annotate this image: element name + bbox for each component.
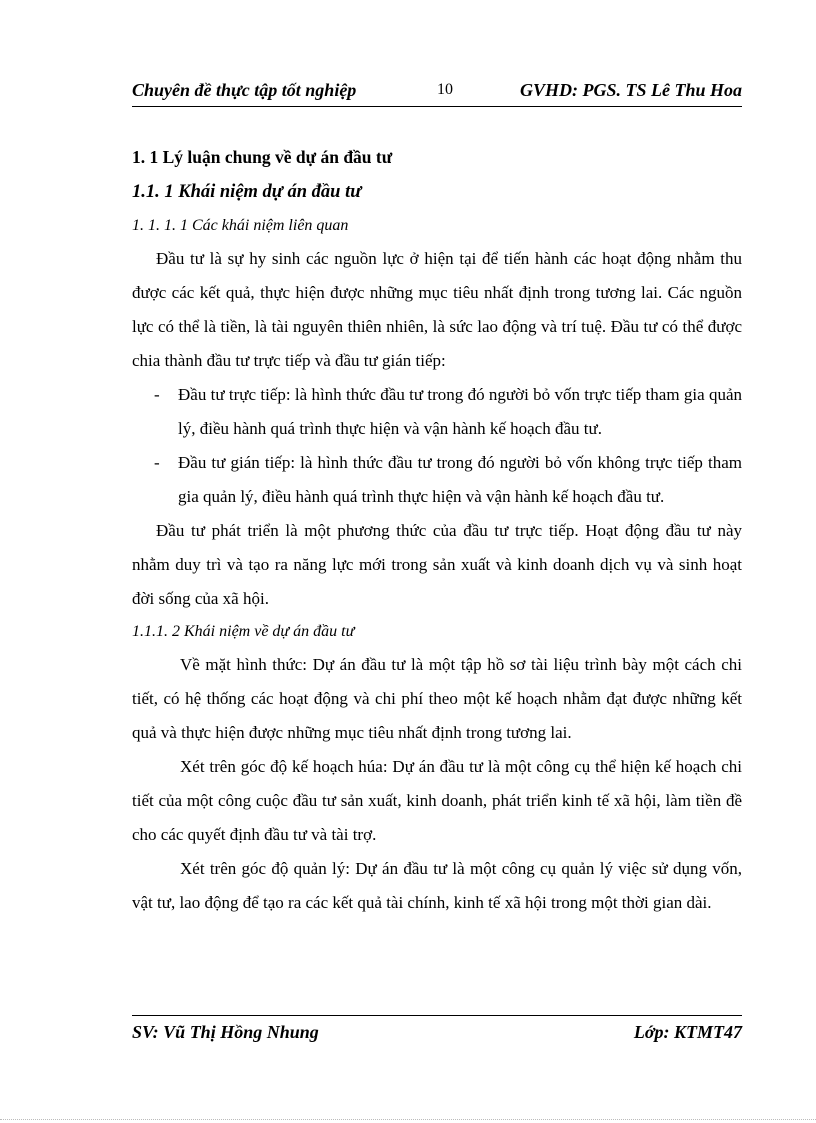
paragraph-planning-view: Xét trên góc độ kế hoạch húa: Dự án đầu tư là một công cụ thể hiện kế hoạch chi tiết của một công cuộc đầu tư sản xuất, kinh doanh, phát triển kinh tế xã hội, làm tiền đề cho các quyết định đầu tư và tài trợ. <box>132 757 742 844</box>
header-advisor: GVHD: PGS. TS Lê Thu Hoa <box>519 80 742 100</box>
page-footer <box>132 1015 742 1050</box>
paragraph-management-view: Xét trên góc độ quản lý: Dự án đầu tư là một công cụ quản lý việc sử dụng vốn, vật tư, lao động để tạo ra các kết quả tài chính, kinh tế xã hội trong một thời gian dài. <box>132 859 742 912</box>
list-item-indirect-investment <box>132 446 742 514</box>
page-header <box>132 80 742 107</box>
bullet-mark: - <box>154 453 160 472</box>
list-item-text: Đầu tư gián tiếp: là hình thức đầu tư trong đó người bỏ vốn không trực tiếp tham gia quản lý, điều hành quá trình thực hiện và vận hành kế hoạch đầu tư. <box>178 453 742 506</box>
bullet-mark: - <box>154 385 160 404</box>
subsection-heading: 1.1. 1 Khái niệm dự án đầu tư <box>132 182 362 202</box>
page-edge-divider <box>0 1119 816 1120</box>
list-item-direct-investment <box>132 378 742 446</box>
subsubsection-heading-project-concept: 1.1.1. 2 Khái niệm về dự án đầu tư <box>132 623 355 640</box>
header-title: Chuyên đề thực tập tốt nghiệp <box>132 80 357 100</box>
section-heading: 1. 1 Lý luận chung về dự án đầu tư <box>132 147 393 167</box>
paragraph-form-view: Về mặt hình thức: Dự án đầu tư là một tập hồ sơ tài liệu trình bày một cách chi tiết, có hệ thống các hoạt động và chi phí theo một kế hoạch nhằm đạt được những kết quả và thực hiện được những mục tiêu nhất định trong tương lai. <box>132 655 742 742</box>
page-number: 10 <box>437 81 453 98</box>
page-content <box>132 140 742 920</box>
list-item-text: Đầu tư trực tiếp: là hình thức đầu tư trong đó người bỏ vốn trực tiếp tham gia quản lý, điều hành quá trình thực hiện và vận hành kế hoạch đầu tư. <box>178 385 742 438</box>
footer-student: SV: Vũ Thị Hồng Nhung <box>132 1022 319 1042</box>
paragraph-investment-definition: Đầu tư là sự hy sinh các nguồn lực ở hiện tại để tiến hành các hoạt động nhằm thu được các kết quả, thực hiện được những mục tiêu nhất định trong tương lai. Các nguồn lực có thể là tiền, là tài nguyên thiên nhiên, là sức lao động và trí tuệ. Đầu tư có thể được chia thành đầu tư trực tiếp và đầu tư gián tiếp: <box>132 249 742 370</box>
subsubsection-heading-related-concepts: 1. 1. 1. 1 Các khái niệm liên quan <box>132 217 349 234</box>
footer-class: Lớp: KTMT47 <box>633 1022 742 1042</box>
paragraph-development-investment: Đầu tư phát triển là một phương thức của đầu tư trực tiếp. Hoạt động đầu tư này nhằm duy trì và tạo ra năng lực mới trong sản xuất và kinh doanh dịch vụ và sinh hoạt đời sống của xã hội. <box>132 521 742 608</box>
